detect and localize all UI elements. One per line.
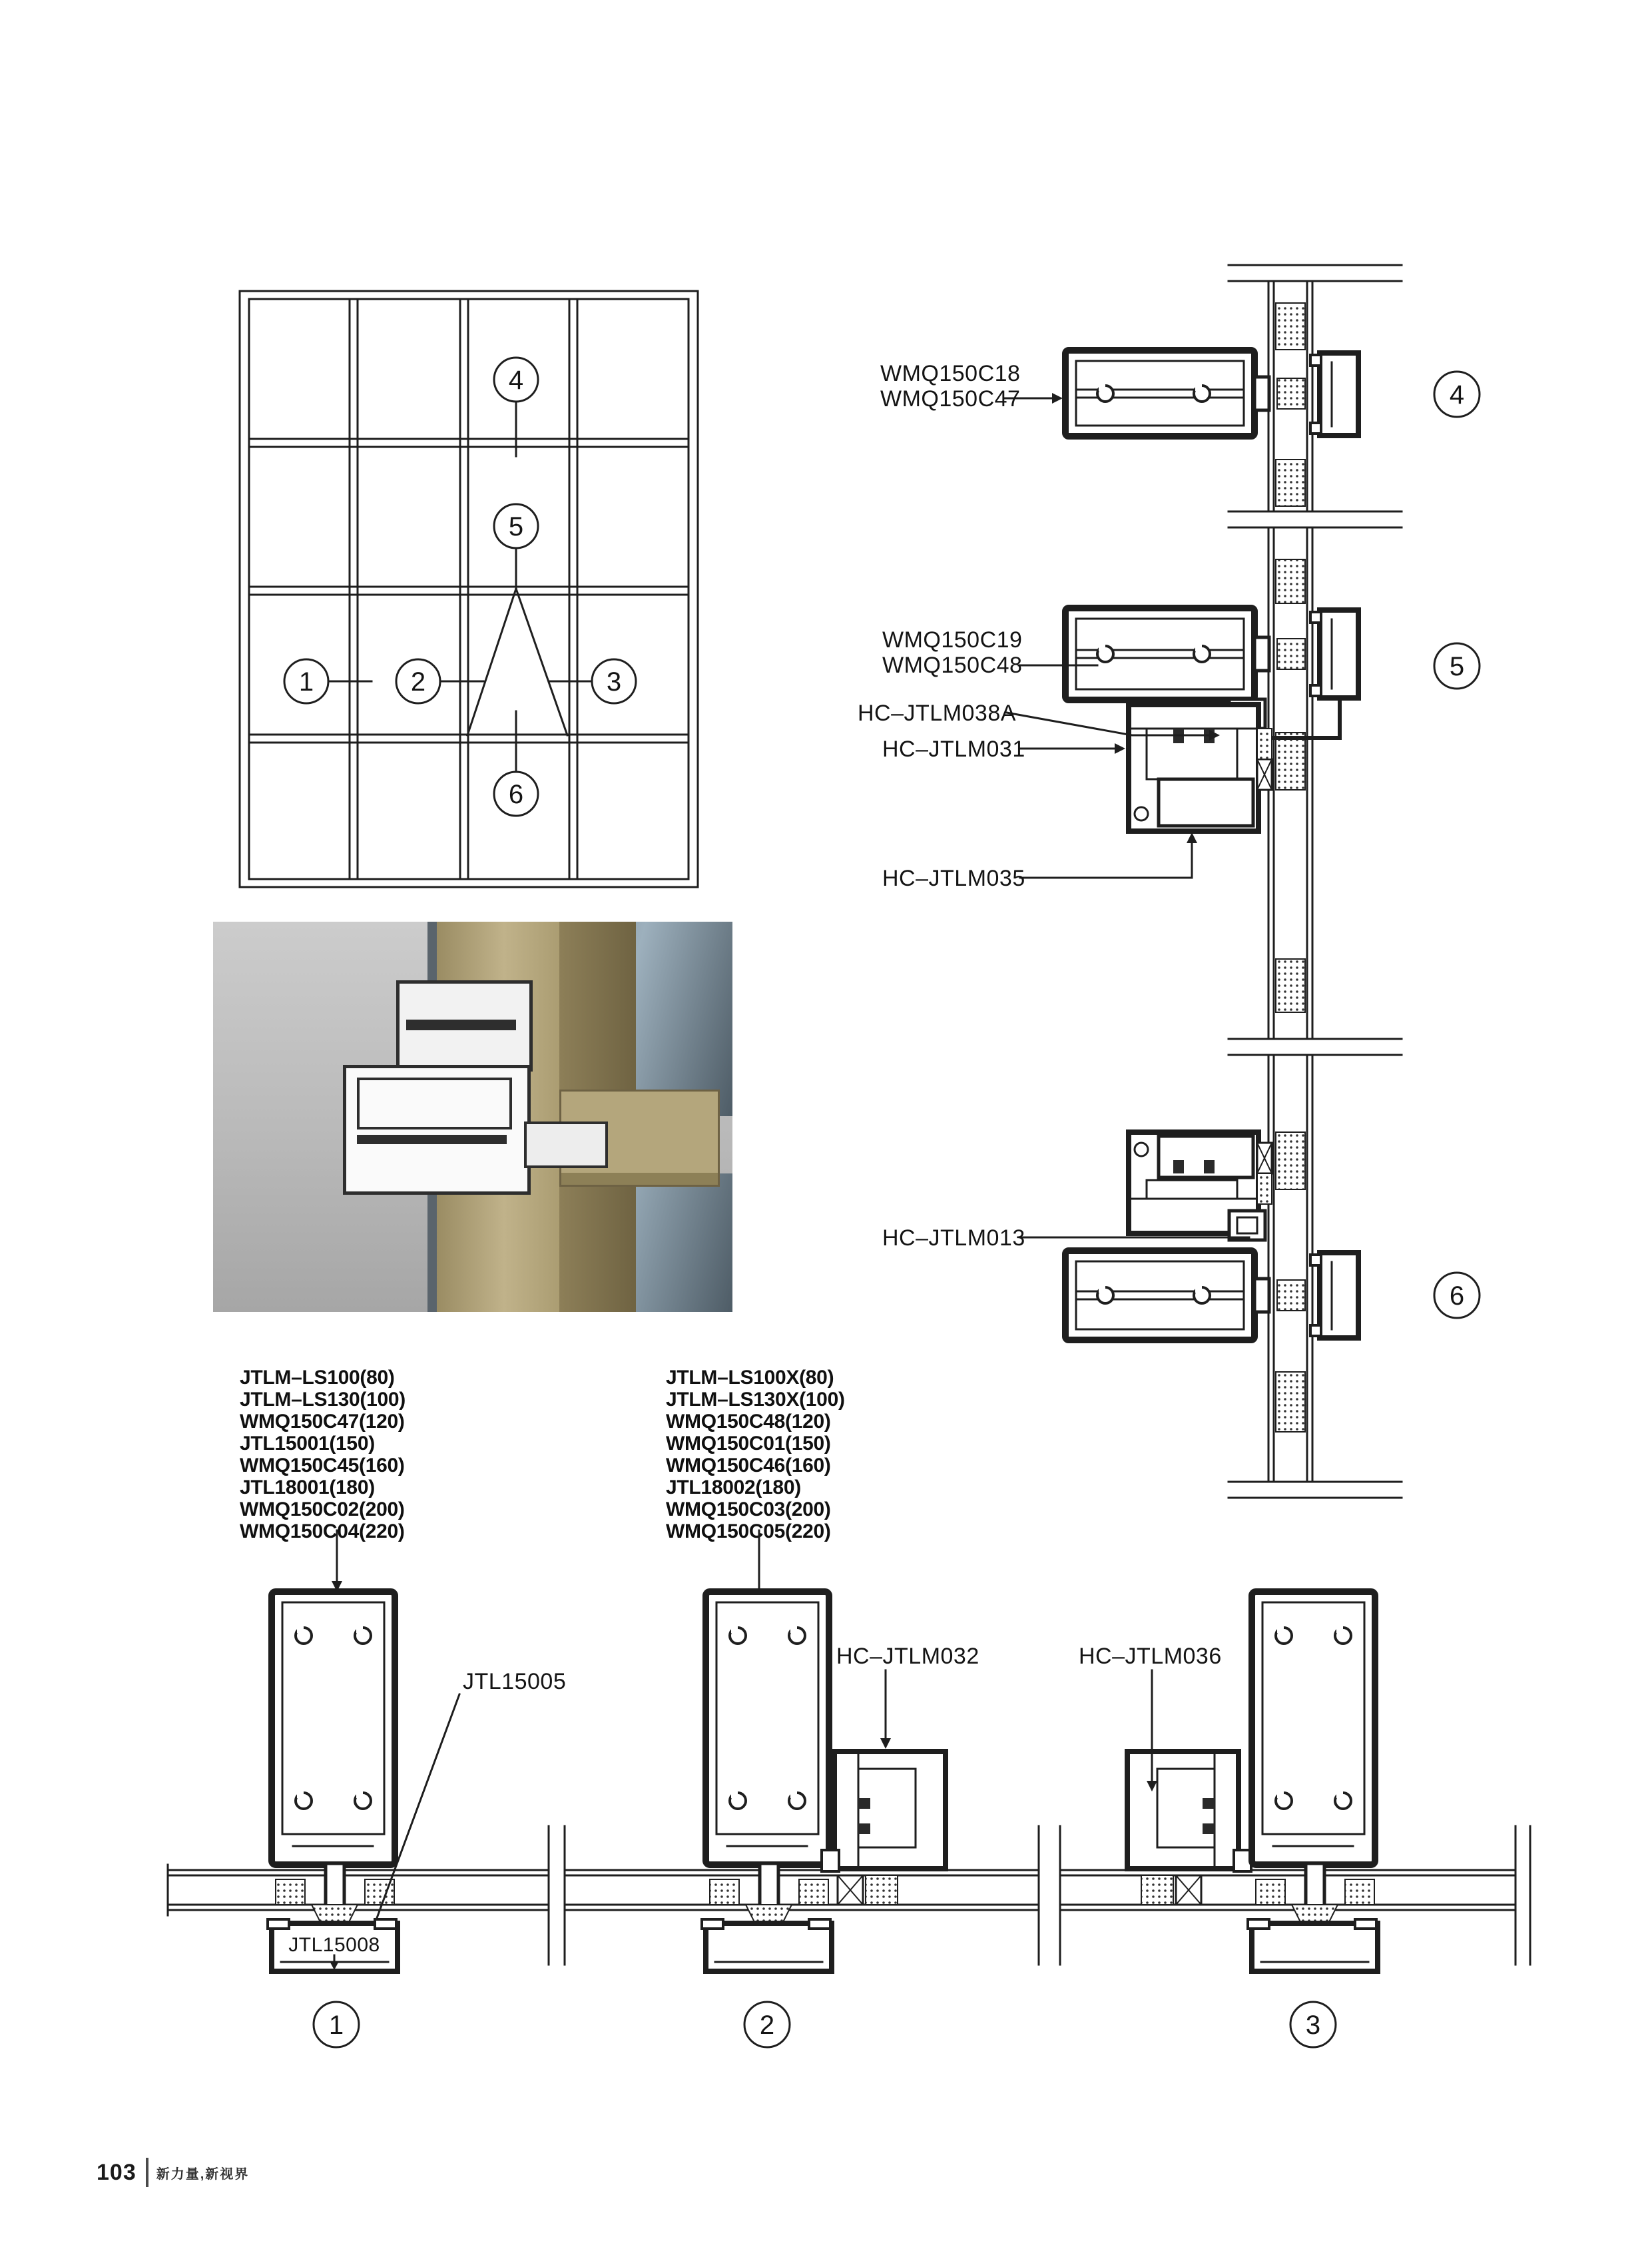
callout-3 bbox=[592, 659, 636, 703]
detail1-cover-label: JTL15008 bbox=[288, 1934, 380, 1956]
detail-2-mullion-vent-plan bbox=[702, 1530, 979, 2047]
part-item: WMQ150C02(200) bbox=[240, 1498, 405, 1520]
part-item: JTL15001(150) bbox=[240, 1433, 375, 1454]
part-item: JTL18002(180) bbox=[666, 1476, 801, 1498]
detail5-callout bbox=[1434, 643, 1480, 689]
detail4-part-label-2: WMQ150C47 bbox=[880, 386, 1021, 412]
vertical-sections bbox=[858, 265, 1480, 1498]
callout-2 bbox=[396, 659, 440, 703]
detail4-callout-label: 4 bbox=[1449, 380, 1465, 410]
callout-5 bbox=[494, 504, 538, 548]
callout-4-label: 4 bbox=[508, 366, 524, 395]
detail5-part-label-1: WMQ150C19 bbox=[882, 627, 1023, 653]
callout-1-label: 1 bbox=[298, 667, 314, 697]
detail6-part-label: HC–JTLM013 bbox=[882, 1225, 1025, 1251]
page-number: 103 bbox=[97, 2159, 137, 2185]
detail6-callout-label: 6 bbox=[1449, 1281, 1465, 1311]
part-item: WMQ150C01(150) bbox=[666, 1433, 831, 1454]
plan-sections bbox=[168, 1530, 1530, 2047]
detail3-vent-label: HC–JTLM036 bbox=[1079, 1644, 1222, 1669]
part-item: JTLM–LS100X(80) bbox=[666, 1367, 834, 1389]
detail5-part-top-label: HC–JTLM038A bbox=[858, 701, 1016, 726]
detail-5-transom-vent-section bbox=[858, 608, 1480, 891]
callout-2-label: 2 bbox=[410, 667, 426, 697]
detail5-part-label-2: WMQ150C48 bbox=[882, 653, 1023, 678]
part-item: JTLM–LS130X(100) bbox=[666, 1389, 845, 1411]
part-item: WMQ150C46(160) bbox=[666, 1454, 831, 1476]
detail2-vent-label: HC–JTLM032 bbox=[836, 1644, 979, 1669]
detail1-gasket-label: JTL15005 bbox=[463, 1669, 567, 1694]
detail3-callout-label: 3 bbox=[1305, 2011, 1321, 2040]
part-item: WMQ150C47(120) bbox=[240, 1411, 405, 1433]
detail1-callout-label: 1 bbox=[328, 2011, 344, 2040]
elevation-grid bbox=[240, 291, 698, 887]
part-item: JTLM–LS100(80) bbox=[240, 1367, 395, 1389]
detail-1-mullion-plan bbox=[268, 1530, 566, 2047]
detail4-callout bbox=[1434, 372, 1480, 417]
detail4-part-label-1: WMQ150C18 bbox=[880, 361, 1021, 386]
detail2-callout-label: 2 bbox=[759, 2011, 775, 2040]
callout-3-label: 3 bbox=[606, 667, 622, 697]
detail3-callout bbox=[1290, 2002, 1336, 2047]
detail5-callout-label: 5 bbox=[1449, 652, 1465, 681]
callout-6-label: 6 bbox=[508, 780, 524, 809]
part-item: WMQ150C03(200) bbox=[666, 1498, 831, 1520]
callout-1 bbox=[284, 659, 328, 703]
footer-slogan: 新力量,新视界 bbox=[156, 2166, 250, 2182]
vent-symbol-left-leg bbox=[467, 589, 516, 735]
part-item: WMQ150C45(160) bbox=[240, 1454, 405, 1476]
detail-6-vent-transom-section bbox=[882, 1132, 1480, 1340]
part-item: JTLM–LS130(100) bbox=[240, 1389, 406, 1411]
detail5-part-bottom-label: HC–JTLM035 bbox=[882, 866, 1025, 891]
detail-4-transom-section bbox=[880, 350, 1480, 436]
part-item: WMQ150C48(120) bbox=[666, 1411, 831, 1433]
detail5-part-mid-label: HC–JTLM031 bbox=[882, 737, 1025, 762]
part-item: WMQ150C05(220) bbox=[666, 1520, 831, 1542]
part-item: WMQ150C04(220) bbox=[240, 1520, 405, 1542]
detail-3-vent-mullion-plan bbox=[1079, 1592, 1378, 2047]
vent-symbol-right-leg bbox=[516, 589, 567, 735]
detail6-callout bbox=[1434, 1273, 1480, 1318]
callout-6 bbox=[494, 772, 538, 816]
detail1-callout bbox=[314, 2002, 359, 2047]
part-item: JTL18001(180) bbox=[240, 1476, 375, 1498]
detail2-callout bbox=[744, 2002, 790, 2047]
callout-4 bbox=[494, 358, 538, 402]
callout-5-label: 5 bbox=[508, 512, 524, 541]
